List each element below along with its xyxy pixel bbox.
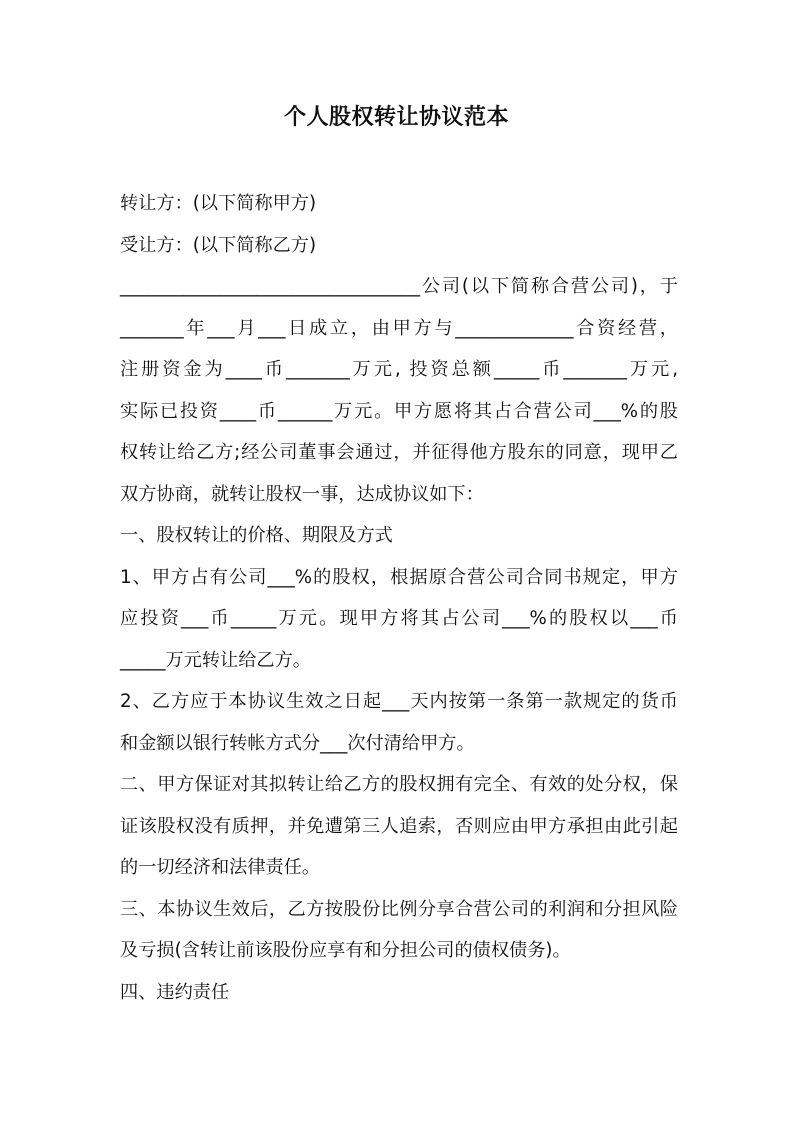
paragraph-line: _____万元转让给乙方。 xyxy=(120,649,311,671)
paragraph-line: 及亏损(含转让前该股份应享有和分担公司的债权债务)。 xyxy=(120,940,571,961)
paragraph-line: 和金额以银行转帐方式分___次付清给甲方。 xyxy=(120,732,475,754)
paragraph-line: 权转让给乙方;经公司董事会通过，并征得他方股东的同意，现甲乙 xyxy=(120,442,678,463)
section-heading: 三、本协议生效后，乙方按股份比例分享合营公司的利润和分担风险 xyxy=(120,898,678,920)
paragraph-line: 转让方：(以下简称甲方) xyxy=(120,193,317,214)
document-title: 个人股权转让协议范本 xyxy=(283,105,509,130)
paragraph-line: _______年___月___日成立，由甲方与_____________合资经营， xyxy=(120,317,678,339)
paragraph-line: 注册资金为____币_______万元, 投资总额_____币_______万元, xyxy=(120,359,678,380)
paragraph-line: 1、甲方占有公司___%的股权，根据原合营公司合同书规定，甲方 xyxy=(120,566,678,588)
paragraph-line: _________________________________公司(以下简称合营公司)，于 xyxy=(120,276,678,297)
document-body xyxy=(120,183,678,1013)
section-heading: 一、股权转让的价格、期限及方式 xyxy=(120,525,393,546)
paragraph-line: 实际已投资____币______万元。甲方愿将其占合营公司___%的股 xyxy=(120,400,678,422)
paragraph-line: 受让方：(以下简称乙方) xyxy=(120,234,317,256)
paragraph-line: 应投资___币_____万元。现甲方将其占公司___%的股权以___币 xyxy=(120,608,678,629)
paragraph-line: 2、乙方应于本协议生效之日起___天内按第一条第一款规定的货币 xyxy=(120,691,678,712)
paragraph-line: 的一切经济和法律责任。 xyxy=(120,857,321,878)
section-heading: 四、违约责任 xyxy=(120,981,230,1003)
paragraph-line: 双方协商，就转让股权一事，达成协议如下： xyxy=(120,483,484,505)
paragraph-line: 证该股权没有质押，并免遭第三人追索，否则应由甲方承担由此引起 xyxy=(120,815,678,837)
section-heading: 二、甲方保证对其拟转让给乙方的股权拥有完全、有效的处分权，保 xyxy=(120,774,678,795)
